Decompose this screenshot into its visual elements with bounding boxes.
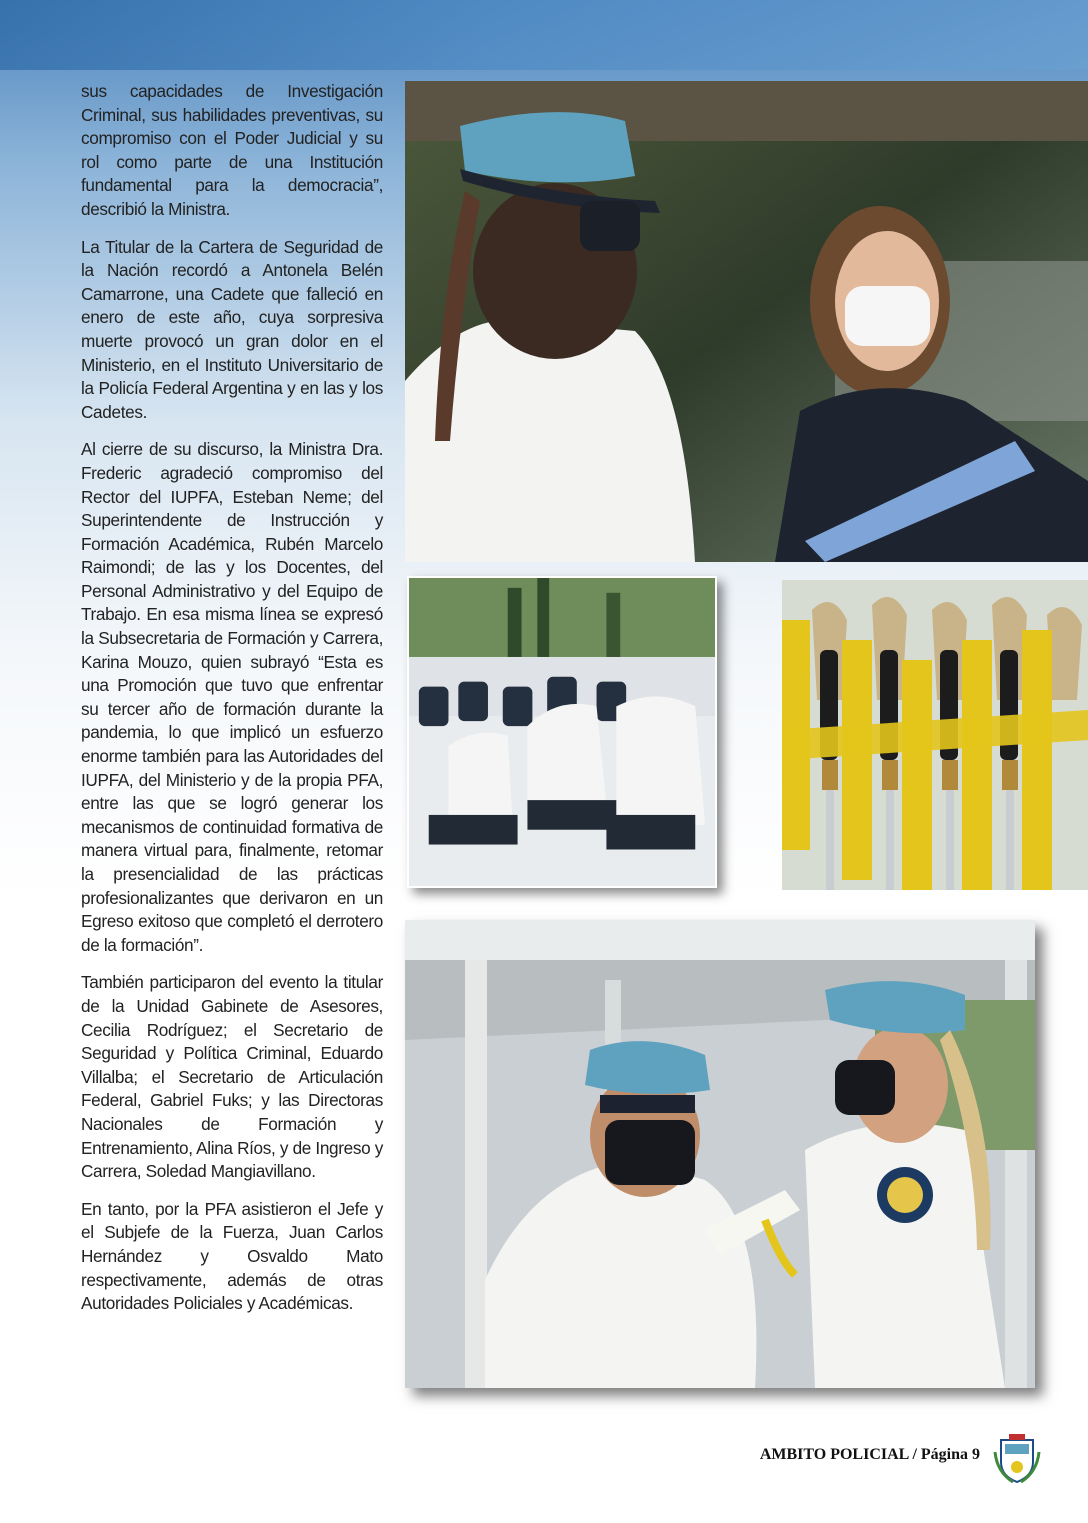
article-paragraph: Al cierre de su discurso, la Ministra Dra. Frederic agradeció compromiso del Rector del IUPFA, Esteban Neme; del Superintendente de Instrucción y Formación Académica, Rubén Marcelo Raimondi; de las y los Docentes, del Personal Administrativo y del Equipo de Trabajo. En esa misma línea se expresó la Subsecretaria de Formación y Carrera, Karina Mouzo, quien subrayó “Esta es una Promoción que tuvo que enfrentar su tercer año de formación durante la pandemia, lo que implicó un esfuerzo enorme también para las Autoridades del IUPFA, del Ministerio y de la propia PFA, entre las que se logró generar los mecanismos de continuidad formativa de manera virtual para, finalmente, retomar la presencialidad de las prácticas profesionalizantes que derivaron en un Egreso exitoso que completó el derrotero de la formación”. bbox=[81, 439, 383, 955]
header-band bbox=[0, 0, 1088, 70]
police-crest-icon bbox=[993, 1432, 1041, 1484]
photo-sabers-tassels bbox=[782, 580, 1088, 890]
photo-officer-diploma bbox=[405, 920, 1035, 1388]
photo-cadet-and-minister bbox=[405, 81, 1088, 562]
article-paragraph: sus capacidades de Investigación Criminal, sus habilidades preventivas, su compromiso con el Poder Judicial y su rol como parte de una Institución fundamental para la democracia”, describió la Ministra. bbox=[81, 81, 383, 219]
article-paragraph: La Titular de la Cartera de Seguridad de la Nación recordó a Antonela Belén Camarrone, una Cadete que falleció en enero de este año, cuya sorpresiva muerte provocó un gran dolor en el Ministerio, en el Instituto Universitario de la Policía Federal Argentina y en las y los Cadetes. bbox=[81, 236, 383, 422]
article-body bbox=[81, 80, 383, 1330]
page-footer: AMBITO POLICIAL / Página 9 bbox=[759, 1446, 980, 1463]
article-paragraph: En tanto, por la PFA asistieron el Jefe y el Subjefe de la Fuerza, Juan Carlos Hernández y Osvaldo Mato respectivamente, además de otras Autoridades Policiales y Académicas. bbox=[81, 1198, 383, 1314]
article-paragraph: También participaron del evento la titular de la Unidad Gabinete de Asesores, Cecilia Rodríguez; el Secretario de Seguridad y Política Criminal, Eduardo Villalba; el Secretario de Articulación Federal, Gabriel Fuks; y las Directoras Nacionales de Formación y Entrenamiento, Alina Ríos, y de Ingreso y Carrera, Soledad Mangiavillano. bbox=[81, 972, 383, 1182]
photo-cadets-seated bbox=[407, 576, 717, 888]
